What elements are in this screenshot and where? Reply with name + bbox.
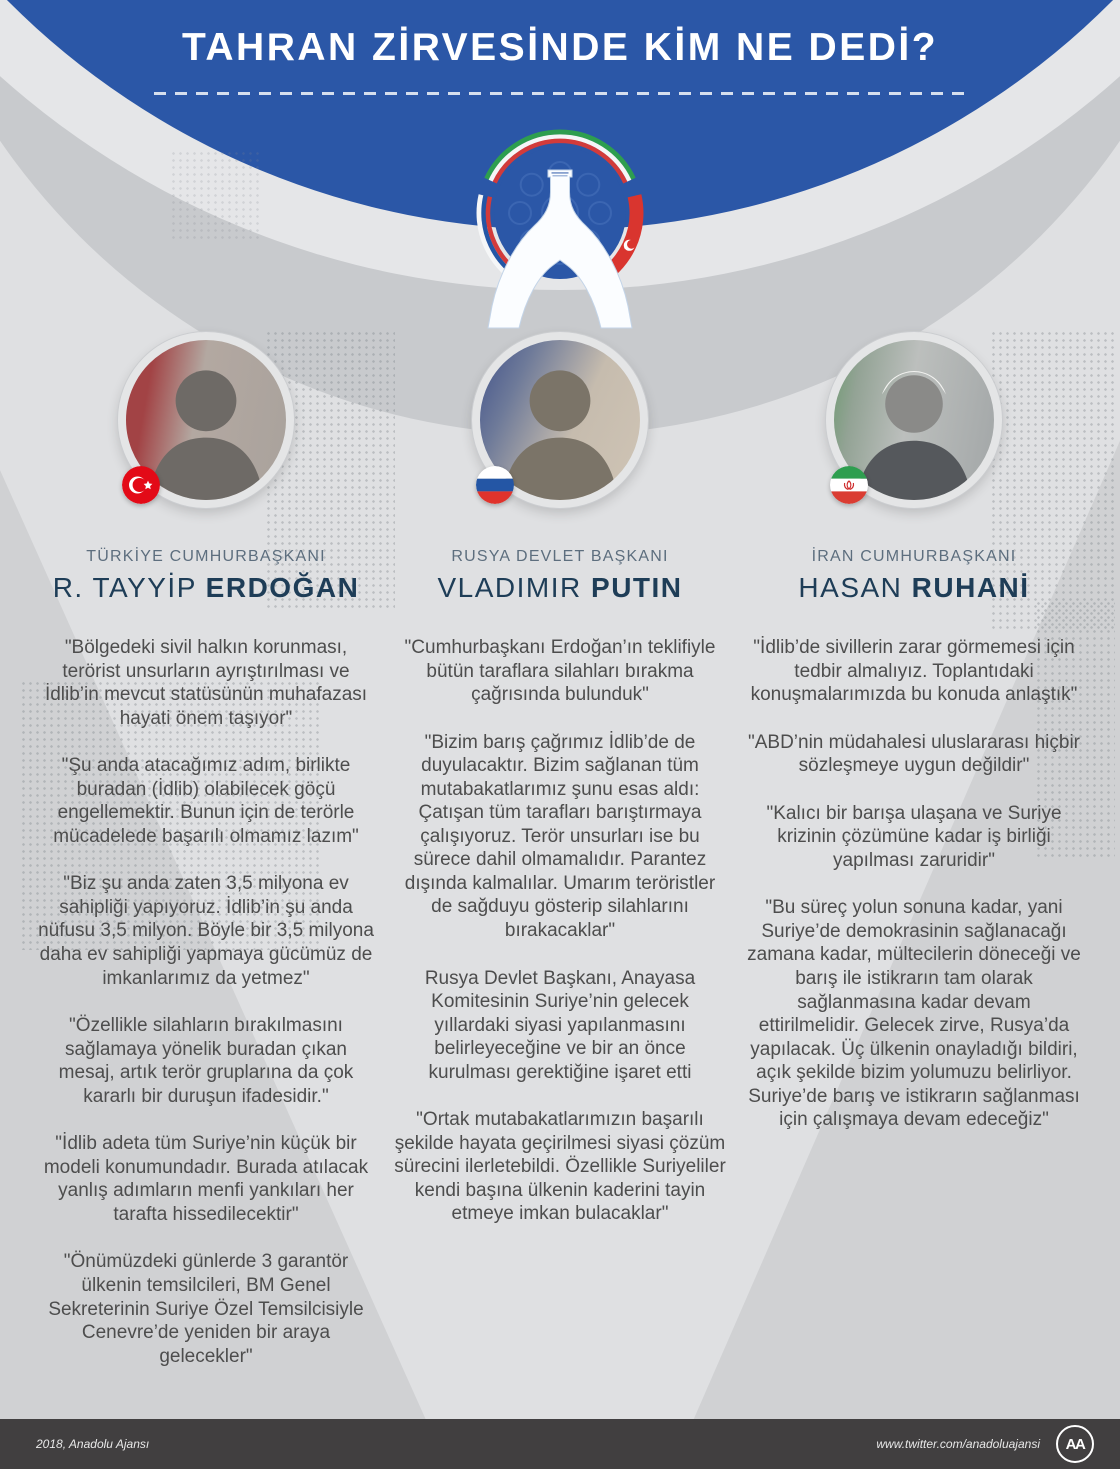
iran-flag-icon [830, 466, 868, 504]
quote-text: "Ortak mutabakatlarımızın başarılı şekilde hayata geçirilmesi siyasi çözüm sürecini ilerletebildi. Özellikle Suriyeliler kendi başına ülkenin kaderini tayin etmeye imkan bulacaklar" [394, 1109, 726, 1225]
leader-columns [0, 332, 1120, 1392]
quote-text: "Bizim barış çağrımız İdlib’de de duyulacaktır. Bizim sağlanan tüm mutabakatlarımız şunu esas aldı: Çatışan tüm tarafları barıştırmaya çalışıyoruz. Terör unsurları ise bu sürece dahil olmamalıdır. Parantez dışında kalmalılar. Umarım teröristler de sağduyu gösterip silahlarını bırakacaklar" [404, 731, 716, 942]
column-ruhani [746, 332, 1082, 1392]
quote-text: "İdlib’de sivillerin zarar görmemesi için tedbir almalıyız. Toplantıdaki konuşmalarımızda bu konuda anlaştık" [750, 637, 1078, 706]
portrait-ruhani [826, 332, 1002, 508]
name-last: ERDOĞAN [205, 572, 360, 603]
role-label: İRAN CUMHURBAŞKANI [811, 548, 1017, 565]
name-first: VLADIMIR [437, 572, 592, 603]
role-label: RUSYA DEVLET BAŞKANI [451, 548, 669, 565]
portrait-erdogan [118, 332, 294, 508]
header [0, 0, 1120, 95]
quotes-erdogan [38, 636, 374, 1392]
quote-text: "Önümüzdeki günlerde 3 garantör ülkenin temsilcileri, BM Genel Sekreterinin Suriye Özel Temsilcisiyle Cenevre’de yeniden bir araya gelecekler" [48, 1251, 364, 1367]
column-erdogan [38, 332, 374, 1392]
page-title: TAHRAN ZİRVESİNDE KİM NE DEDİ? [181, 26, 939, 69]
name-first: HASAN [798, 572, 912, 603]
name-last: RUHANİ [911, 572, 1030, 603]
twitter-url-text: www.twitter.com/anadoluajansi [876, 1437, 1040, 1451]
column-putin [392, 332, 728, 1392]
footer-bar [0, 1419, 1120, 1469]
quotes-putin [392, 636, 728, 1250]
quote-text: "Bu süreç yolun sonuna kadar, yani Suriye’de demokrasinin sağlanacağı zamana kadar, mültecilerin döneceği ve barış ile istikrarın tam olarak sağlanmasına kadar devam ettirilmelidir. Gelecek zirve, Rusya’da yapılacak. Üç ülkenin onayladığı bildiri, açık şekilde bizim yolumuzu belirliyor. Suriye’de barış ve istikrarın sağlanması için çalışmaya devam edeceğiz" [747, 897, 1081, 1131]
quote-text: "Özellikle silahların bırakılmasını sağlamaya yönelik buradan çıkan mesaj, artık terör gruplarına da çok kararlı bir duruşun ifadesidir." [58, 1015, 354, 1107]
quote-text: "Şu anda atacağımız adım, birlikte buradan (İdlib) olabilecek göçü engellemektir. Bunun için de terörle mücadelede başarılı olmamız lazım" [53, 755, 359, 847]
quote-text: "Bölgedeki sivil halkın korunması, terörist unsurların ayrıştırılması ve İdlib’in mevcut statüsünün muhafazası hayati önem taşıyor" [44, 637, 368, 729]
copyright-text: 2018, Anadolu Ajansı [36, 1437, 150, 1451]
halftone-dots [170, 150, 260, 240]
quote-text: "ABD’nin müdahalesi uluslararası hiçbir sözleşmeye uygun değildir" [747, 731, 1080, 777]
anadolu-agency-logo-icon: AA [1056, 1425, 1094, 1463]
leader-name [53, 572, 360, 604]
quotes-ruhani [746, 636, 1082, 1156]
quote-text: "İdlib adeta tüm Suriye’nin küçük bir modeli konumundadır. Burada atılacak yanlış adımların menfi yankıları her tarafta hissedilecektir" [43, 1133, 369, 1225]
name-last: PUTIN [591, 572, 683, 603]
dashed-divider [154, 92, 966, 95]
name-first: R. TAYYİP [52, 572, 206, 603]
role-label: TÜRKİYE CUMHURBAŞKANI [86, 548, 326, 565]
quote-text: "Kalıcı bir barışa ulaşana ve Suriye krizinin çözümüne kadar iş birliği yapılması zaruridir" [766, 802, 1062, 871]
quote-text: "Cumhurbaşkanı Erdoğan’ın teklifiyle bütün taraflara silahları bırakma çağrısında bulunduk" [404, 637, 716, 706]
tehran-summit-emblem-icon [455, 118, 665, 348]
quote-text: "Biz şu anda zaten 3,5 milyona ev sahipliği yapıyoruz. İdlib’in şu anda nüfusu 3,5 milyon. Böyle bir 3,5 milyona daha ev sahipliği yapmaya gücümüz de imkanlarımız da yetmez" [38, 873, 374, 989]
quote-text: Rusya Devlet Başkanı, Anayasa Komitesinin Suriye’nin gelecek yıllardaki siyasi yapılanmasını belirleyeceğine ve bir an önce kurulması gerektiğine işaret etti [424, 967, 696, 1083]
leader-name [437, 572, 682, 604]
leader-name [798, 572, 1029, 604]
russia-flag-icon [476, 466, 514, 504]
turkey-flag-icon [122, 466, 160, 504]
portrait-putin [472, 332, 648, 508]
